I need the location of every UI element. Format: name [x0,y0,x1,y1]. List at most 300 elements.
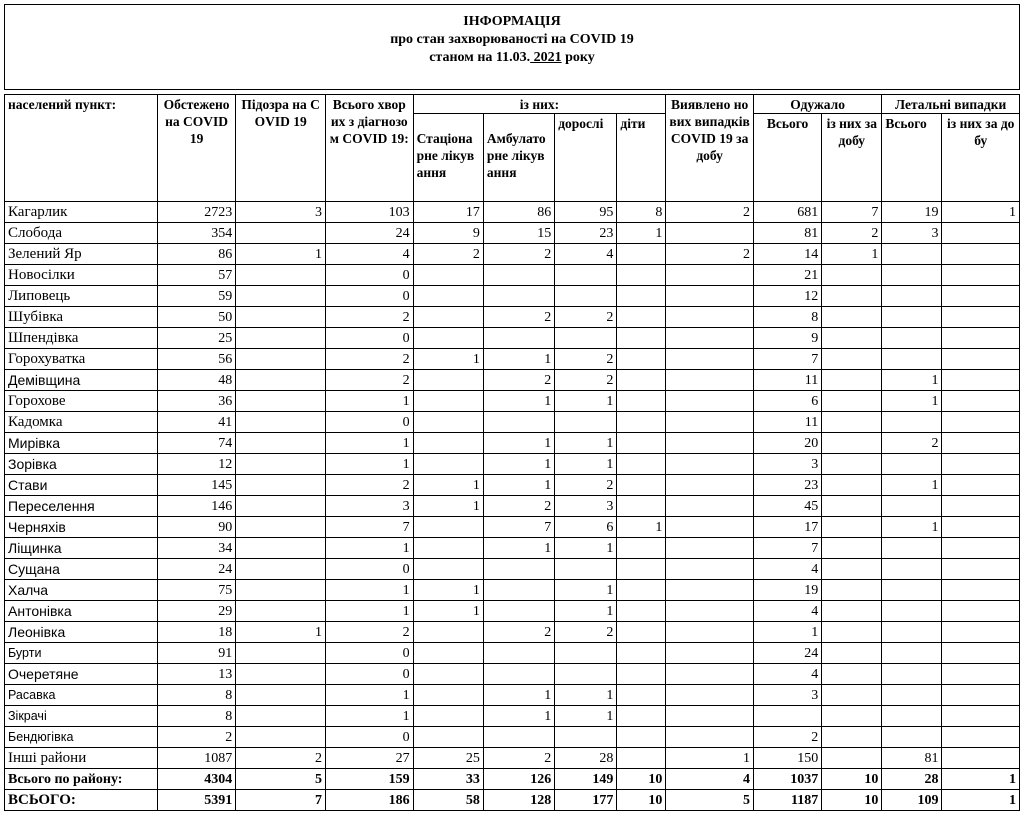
cell-let-total [882,601,942,622]
cell-adults [555,664,617,685]
cell-outpatient: 2 [483,244,554,265]
cell-rec-total: 12 [753,286,821,307]
settlement-name: Сущана [5,559,158,580]
col-new-cases: Виявлено нових випадків COVID 19 за добу [666,95,754,202]
cell-outpatient [483,664,554,685]
cell-children [617,307,666,328]
cell-new [666,706,754,727]
cell-total: 1 [325,601,413,622]
cell-outpatient: 7 [483,517,554,538]
cell-rec-total: 4 [753,559,821,580]
cell-rec-day [822,265,882,286]
cell-rec-day [822,601,882,622]
cell-rec-day: 2 [822,223,882,244]
cell-rec-total: 11 [753,370,821,391]
table-row [5,685,1020,706]
cell-children [617,370,666,391]
cell-inpatient [413,622,483,643]
cell-adults: 1 [555,685,617,706]
cell-suspicion [236,664,326,685]
cell-inpatient: 1 [413,601,483,622]
col-lethal: Летальні випадки [882,95,1020,114]
cell-examined: 2 [157,727,235,748]
cell-rec-total: 20 [753,433,821,454]
cell-rec-total: 8 [753,307,821,328]
cell-let-day [942,307,1020,328]
cell-suspicion: 5 [236,769,326,790]
cell-let-day: 1 [942,769,1020,790]
cell-let-day [942,223,1020,244]
document-title: ІНФОРМАЦІЯ [463,14,561,29]
cell-rec-day: 7 [822,202,882,223]
cell-examined: 1087 [157,748,235,769]
cell-let-total [882,244,942,265]
cell-total: 1 [325,433,413,454]
cell-outpatient [483,265,554,286]
cell-total: 7 [325,517,413,538]
col-adults: дорослі [555,114,617,202]
cell-children [617,706,666,727]
cell-children [617,601,666,622]
cell-let-total [882,559,942,580]
cell-rec-day [822,286,882,307]
cell-new [666,370,754,391]
cell-let-total [882,706,942,727]
cell-examined: 5391 [157,790,235,811]
cell-let-day [942,601,1020,622]
cell-adults: 2 [555,622,617,643]
cell-examined: 145 [157,475,235,496]
cell-children [617,265,666,286]
cell-suspicion [236,643,326,664]
table-row [5,664,1020,685]
table-row [5,748,1020,769]
cell-children [617,559,666,580]
cell-outpatient [483,601,554,622]
cell-let-total [882,286,942,307]
cell-outpatient: 1 [483,349,554,370]
settlement-name: Липовець [5,286,158,307]
settlement-name: Горохуватка [5,349,158,370]
cell-total: 2 [325,307,413,328]
cell-children [617,580,666,601]
table-row [5,622,1020,643]
cell-children [617,454,666,475]
cell-children [617,391,666,412]
cell-let-total [882,412,942,433]
cell-adults [555,559,617,580]
cell-total: 2 [325,475,413,496]
cell-rec-day [822,706,882,727]
col-suspicion: Підозра на COVID 19 [236,95,326,202]
covid-table [4,94,1020,811]
cell-outpatient: 1 [483,391,554,412]
table-row [5,601,1020,622]
table-row [5,790,1020,811]
cell-outpatient: 128 [483,790,554,811]
cell-adults: 3 [555,496,617,517]
settlement-name: Шпендівка [5,328,158,349]
cell-let-day: 1 [942,202,1020,223]
cell-let-day [942,664,1020,685]
date-suffix: року [561,50,595,65]
cell-inpatient: 2 [413,244,483,265]
cell-rec-day [822,559,882,580]
cell-rec-day: 10 [822,790,882,811]
cell-children [617,496,666,517]
cell-let-total [882,643,942,664]
cell-examined: 74 [157,433,235,454]
cell-inpatient [413,538,483,559]
cell-examined: 57 [157,265,235,286]
cell-rec-day [822,370,882,391]
cell-rec-day: 1 [822,244,882,265]
cell-let-total [882,580,942,601]
cell-new [666,559,754,580]
cell-rec-total: 17 [753,517,821,538]
cell-total: 1 [325,538,413,559]
cell-rec-total: 1037 [753,769,821,790]
cell-rec-day [822,433,882,454]
table-row [5,496,1020,517]
cell-new: 1 [666,748,754,769]
cell-adults: 1 [555,433,617,454]
settlement-name: Зікрачі [5,706,158,727]
cell-suspicion: 2 [236,748,326,769]
cell-total: 0 [325,727,413,748]
cell-new [666,727,754,748]
cell-let-total [882,328,942,349]
cell-rec-day [822,391,882,412]
cell-examined: 8 [157,685,235,706]
cell-let-total [882,664,942,685]
cell-examined: 34 [157,538,235,559]
cell-rec-total: 11 [753,412,821,433]
cell-examined: 354 [157,223,235,244]
cell-let-day [942,727,1020,748]
cell-suspicion [236,223,326,244]
cell-let-day [942,349,1020,370]
cell-children: 8 [617,202,666,223]
cell-total: 0 [325,664,413,685]
settlement-name: Черняхів [5,517,158,538]
settlement-name: Слобода [5,223,158,244]
cell-total: 24 [325,223,413,244]
cell-new [666,433,754,454]
cell-outpatient: 2 [483,622,554,643]
cell-outpatient: 1 [483,685,554,706]
cell-children: 1 [617,517,666,538]
cell-let-total [882,496,942,517]
cell-let-day [942,475,1020,496]
table-row [5,706,1020,727]
col-settlement: населений пункт: [5,95,158,202]
cell-adults: 2 [555,475,617,496]
cell-outpatient: 2 [483,496,554,517]
cell-total: 27 [325,748,413,769]
cell-total: 0 [325,265,413,286]
cell-inpatient [413,454,483,475]
table-row [5,223,1020,244]
cell-suspicion [236,391,326,412]
cell-rec-total: 19 [753,580,821,601]
settlement-name: Переселення [5,496,158,517]
col-inpatient: Стаціонарне лікування [413,114,483,202]
cell-rec-total: 7 [753,538,821,559]
cell-rec-day [822,328,882,349]
cell-outpatient [483,727,554,748]
cell-inpatient [413,265,483,286]
cell-children [617,748,666,769]
cell-new [666,664,754,685]
date-year: 2021 [530,50,562,65]
cell-let-total: 81 [882,748,942,769]
cell-examined: 75 [157,580,235,601]
cell-examined: 50 [157,307,235,328]
cell-rec-day [822,727,882,748]
cell-inpatient [413,328,483,349]
cell-outpatient [483,412,554,433]
cell-rec-total: 681 [753,202,821,223]
cell-let-total: 1 [882,391,942,412]
settlement-name: Бендюгівка [5,727,158,748]
cell-rec-total: 24 [753,643,821,664]
cell-let-total [882,685,942,706]
settlement-name: Зорівка [5,454,158,475]
cell-let-total: 1 [882,475,942,496]
cell-total: 2 [325,622,413,643]
cell-suspicion [236,538,326,559]
cell-inpatient [413,664,483,685]
cell-outpatient: 1 [483,706,554,727]
cell-new [666,412,754,433]
cell-let-total [882,622,942,643]
table-row [5,349,1020,370]
cell-suspicion: 1 [236,622,326,643]
cell-adults: 2 [555,370,617,391]
cell-adults: 1 [555,538,617,559]
cell-outpatient: 1 [483,475,554,496]
cell-new [666,286,754,307]
table-row [5,286,1020,307]
cell-let-total [882,265,942,286]
cell-inpatient [413,370,483,391]
cell-total: 1 [325,706,413,727]
table-row [5,433,1020,454]
cell-new [666,223,754,244]
document-subtitle: про стан захворюваності на COVID 19 [390,32,634,47]
cell-examined: 29 [157,601,235,622]
col-children: діти [617,114,666,202]
settlement-name: Антонівка [5,601,158,622]
cell-total: 0 [325,559,413,580]
cell-inpatient: 25 [413,748,483,769]
cell-adults: 177 [555,790,617,811]
cell-let-day: 1 [942,790,1020,811]
cell-examined: 56 [157,349,235,370]
cell-new [666,475,754,496]
cell-let-day [942,580,1020,601]
table-row [5,307,1020,328]
document-sheet [4,4,1020,811]
cell-inpatient [413,307,483,328]
cell-inpatient [413,517,483,538]
cell-suspicion [236,454,326,475]
cell-rec-total: 2 [753,727,821,748]
cell-total: 4 [325,244,413,265]
cell-examined: 41 [157,412,235,433]
table-row [5,517,1020,538]
settlement-name: Кагарлик [5,202,158,223]
cell-let-day [942,538,1020,559]
settlement-name: Горохове [5,391,158,412]
table-row [5,559,1020,580]
cell-rec-total: 81 [753,223,821,244]
cell-new [666,454,754,475]
cell-inpatient [413,433,483,454]
cell-inpatient [413,559,483,580]
cell-examined: 59 [157,286,235,307]
cell-adults [555,727,617,748]
cell-new [666,622,754,643]
settlement-name: Зелений Яр [5,244,158,265]
cell-examined: 24 [157,559,235,580]
cell-inpatient: 33 [413,769,483,790]
cell-let-day [942,454,1020,475]
table-row [5,412,1020,433]
cell-inpatient: 9 [413,223,483,244]
cell-adults: 1 [555,391,617,412]
cell-rec-day [822,643,882,664]
cell-outpatient: 1 [483,538,554,559]
cell-inpatient: 1 [413,349,483,370]
cell-rec-total: 21 [753,265,821,286]
date-prefix: станом на 11.03. [429,50,531,65]
cell-adults: 1 [555,454,617,475]
cell-rec-day [822,454,882,475]
cell-adults: 23 [555,223,617,244]
cell-examined: 12 [157,454,235,475]
cell-outpatient [483,580,554,601]
cell-inpatient: 17 [413,202,483,223]
table-row [5,202,1020,223]
cell-rec-day [822,664,882,685]
col-total-sick: Всього хворих з діагнозом COVID 19: [325,95,413,202]
cell-total: 0 [325,286,413,307]
cell-let-day [942,433,1020,454]
cell-inpatient [413,706,483,727]
cell-let-day [942,559,1020,580]
cell-children [617,622,666,643]
cell-inpatient [413,412,483,433]
cell-let-day [942,244,1020,265]
table-body [5,202,1020,811]
cell-rec-total: 6 [753,391,821,412]
cell-rec-day [822,349,882,370]
cell-suspicion [236,433,326,454]
cell-children [617,643,666,664]
cell-let-total: 19 [882,202,942,223]
cell-suspicion [236,265,326,286]
col-of-them: із них: [413,95,666,114]
cell-rec-total: 4 [753,664,821,685]
cell-children [617,328,666,349]
cell-new [666,601,754,622]
cell-children: 1 [617,223,666,244]
settlement-name: ВСЬОГО: [5,790,158,811]
cell-inpatient [413,685,483,706]
cell-inpatient [413,643,483,664]
cell-adults [555,286,617,307]
cell-adults: 1 [555,601,617,622]
cell-outpatient [483,559,554,580]
cell-suspicion: 1 [236,244,326,265]
cell-let-day [942,748,1020,769]
cell-let-total: 109 [882,790,942,811]
cell-rec-day [822,517,882,538]
cell-let-day [942,706,1020,727]
cell-suspicion [236,601,326,622]
cell-adults: 28 [555,748,617,769]
cell-rec-total: 14 [753,244,821,265]
table-row [5,475,1020,496]
cell-rec-day [822,748,882,769]
cell-rec-total: 9 [753,328,821,349]
cell-let-day [942,496,1020,517]
cell-examined: 90 [157,517,235,538]
cell-outpatient: 2 [483,307,554,328]
cell-children: 10 [617,790,666,811]
cell-children [617,412,666,433]
cell-suspicion [236,517,326,538]
cell-rec-total: 3 [753,685,821,706]
cell-rec-day [822,685,882,706]
table-row [5,727,1020,748]
cell-adults: 1 [555,580,617,601]
cell-adults: 2 [555,349,617,370]
table-row [5,769,1020,790]
cell-suspicion: 3 [236,202,326,223]
cell-examined: 146 [157,496,235,517]
settlement-name: Шубівка [5,307,158,328]
table-header [5,95,1020,202]
cell-new: 5 [666,790,754,811]
cell-let-day [942,265,1020,286]
cell-children [617,433,666,454]
table-row [5,580,1020,601]
cell-let-total: 1 [882,517,942,538]
cell-adults: 1 [555,706,617,727]
cell-children [617,538,666,559]
settlement-name: Ліщинка [5,538,158,559]
table-row [5,244,1020,265]
cell-suspicion [236,559,326,580]
settlement-name: Очеретяне [5,664,158,685]
cell-suspicion [236,412,326,433]
cell-inpatient: 1 [413,496,483,517]
cell-examined: 36 [157,391,235,412]
cell-new: 2 [666,202,754,223]
cell-suspicion [236,706,326,727]
cell-let-day [942,622,1020,643]
cell-let-total [882,538,942,559]
settlement-name: Леонівка [5,622,158,643]
cell-outpatient: 2 [483,748,554,769]
settlement-name: Бурти [5,643,158,664]
cell-let-total [882,454,942,475]
cell-total: 0 [325,328,413,349]
cell-rec-total: 23 [753,475,821,496]
